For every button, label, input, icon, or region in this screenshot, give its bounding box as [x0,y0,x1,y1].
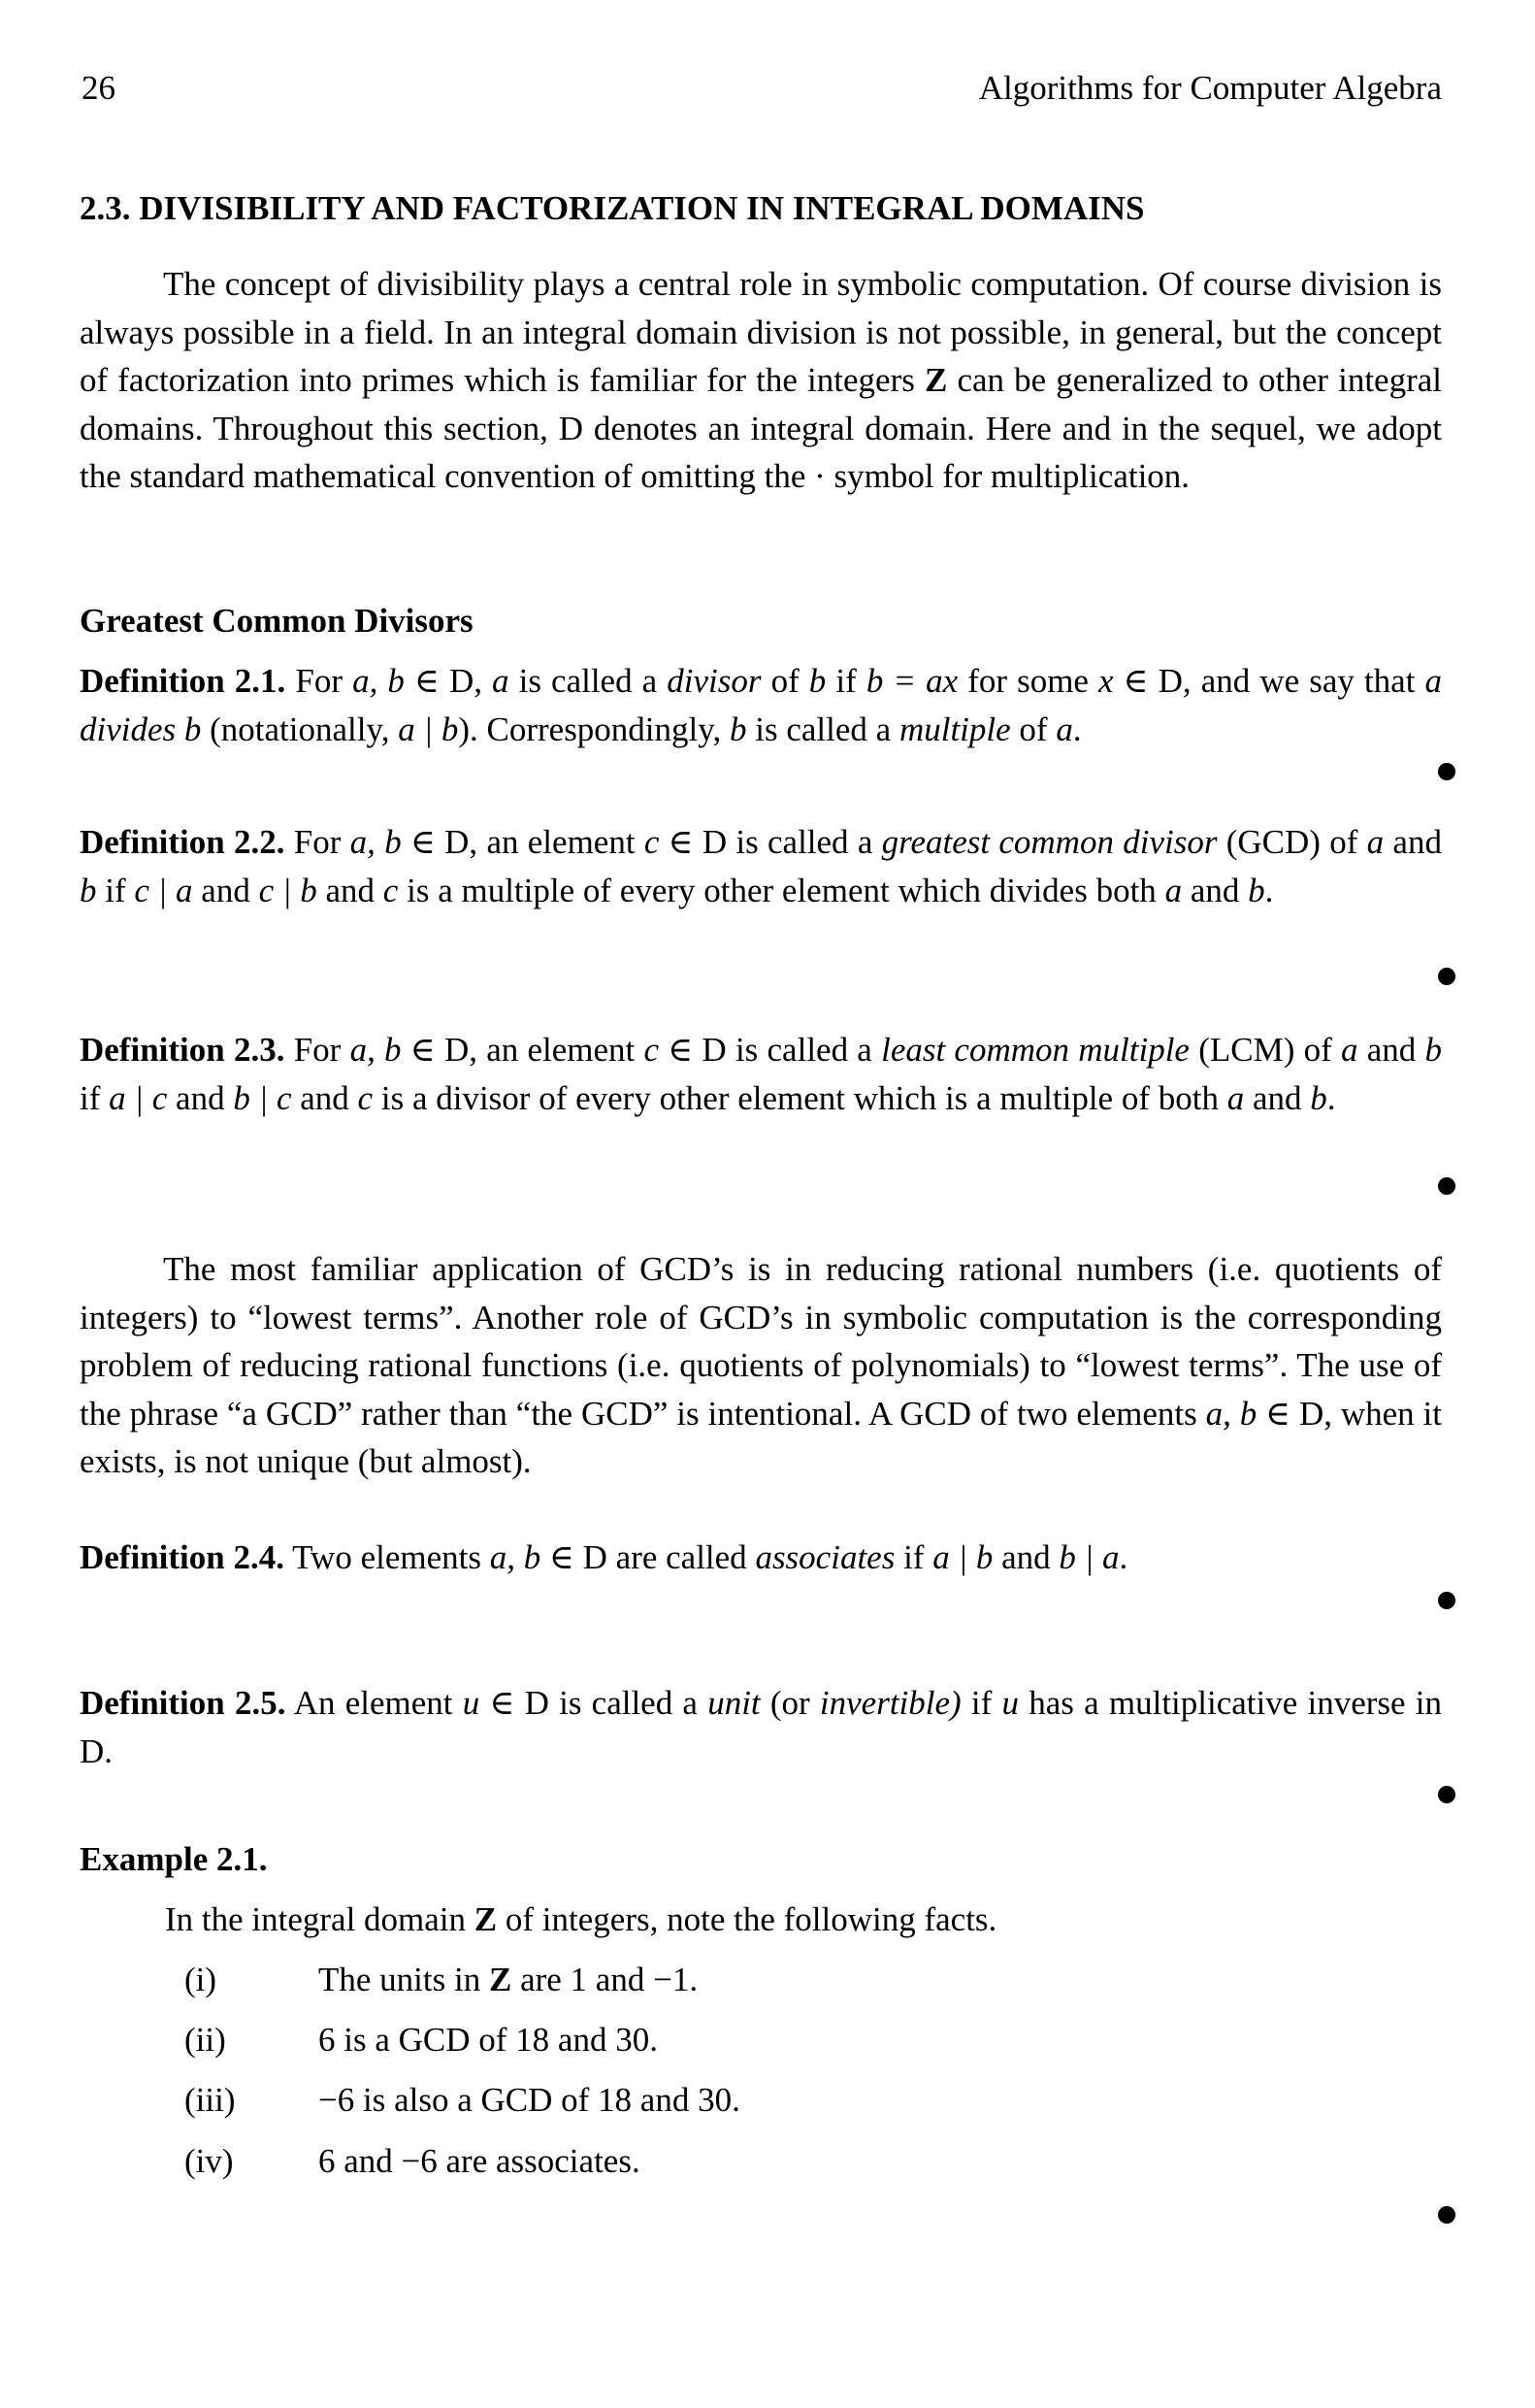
definition-2-5: Definition 2.5. An element u ∈ D is called a unit (or invertible) if u has a multiplicative inverse in D. [80,1684,1443,1770]
definition-2-1: Definition 2.1. For a, b ∈ D, a is called a divisor of b if b = ax for some x ∈ D, and we say that a divides b (notationally, a | b). Correspondingly, b is called a multiple of a. [80,662,1442,748]
running-title: Algorithms for Computer Algebra [978,69,1442,107]
list-item: (iv) 6 and −6 are associates. [184,2142,640,2180]
definition-2-2: Definition 2.2. For a, b ∈ D, an element c ∈ D is called a greatest common divisor (GCD) of a and b if c | a and c | b and c is a multiple of every other element which divides both a and b. [80,823,1442,909]
end-of-definition-marker [1438,1786,1455,1803]
intro-paragraph: The concept of divisibility plays a central role in symbolic computation. Of course division is always possible in a field. In an integral domain division is not possible, in general, but the concept of factorization into primes which is familiar for the integers Z can be generalized to other integral domains. Throughout this section, D denotes an integral domain. Here and in the sequel, we adopt the standard mathematical convention of omitting the · symbol for multiplication. [80,265,1442,495]
example-label: Example 2.1. [80,1840,268,1878]
end-of-definition-marker [1438,1177,1455,1195]
gcd-paragraph: The most familiar application of GCD’s is in reducing rational numbers (i.e. quotients of integers) to “lowest terms”. Another role of GCD’s in symbolic computation is the corresponding problem of reducing rational functions (i.e. quotients of polynomials) to “lowest terms”. The use of the phrase “a GCD” rather than “the GCD” is intentional. A GCD of two elements a, b ∈ D, when it exists, is not unique (but almost). [80,1250,1442,1480]
list-item: (iii) −6 is also a GCD of 18 and 30. [184,2081,740,2119]
list-item: (ii) 6 is a GCD of 18 and 30. [184,2021,658,2059]
list-item: (i) The units in Z are 1 and −1. [184,1961,699,1998]
end-of-example-marker [1438,2206,1455,2224]
definition-2-4: Definition 2.4. Two elements a, b ∈ D are called associates if a | b and b | a. [80,1538,1128,1576]
end-of-definition-marker [1438,1592,1455,1609]
definition-2-3: Definition 2.3. For a, b ∈ D, an element c ∈ D is called a least common multiple (LCM) of a and b if a | c and b | c and c is a divisor of every other element which is a multiple of both a and b. [80,1031,1443,1117]
section-title: 2.3. DIVISIBILITY AND FACTORIZATION IN INTEGRAL DOMAINS [80,189,1145,227]
end-of-definition-marker [1438,968,1455,985]
end-of-definition-marker [1438,763,1455,780]
example-intro: In the integral domain Z of integers, note the following facts. [165,1900,997,1938]
subsection-title: Greatest Common Divisors [80,602,474,640]
page-number: 26 [82,69,115,107]
